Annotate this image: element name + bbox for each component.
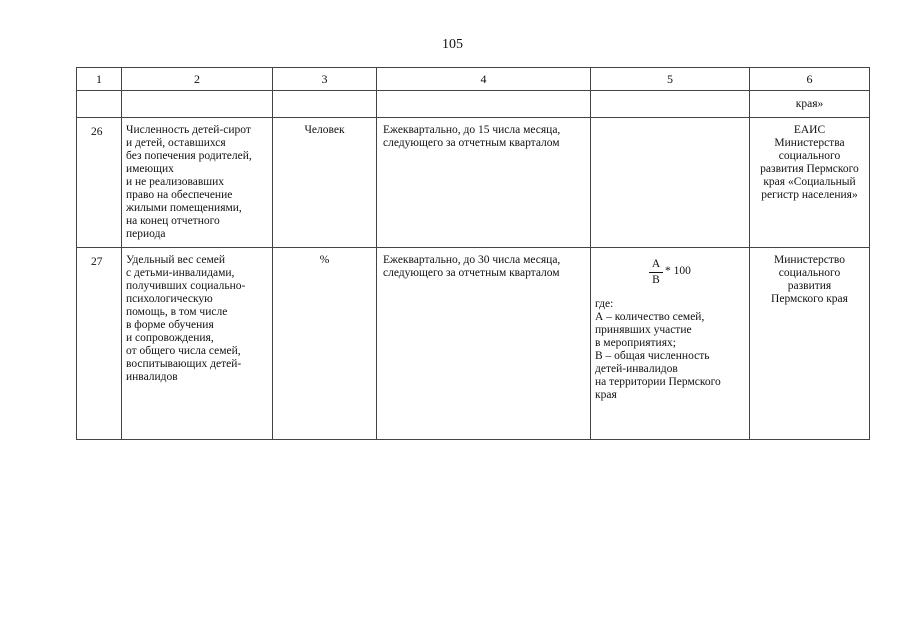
explanation-line: А – количество семей, [595,311,705,323]
explanation-line: принявших участие [595,324,692,336]
table-header-row [77,68,870,91]
name-line: без попечения родителей, [126,150,252,162]
period-line: следующего за отчетным кварталом [383,267,560,279]
header-col-3: 3 [273,68,377,91]
row-number: 26 [77,118,122,248]
name-line: имеющих [126,163,174,175]
cont-cell-4 [377,91,591,118]
source-line: социального [778,150,841,162]
name-line: право на обеспечение [126,189,233,201]
name-line: психологическую [126,293,213,305]
page-number: 105 [442,37,463,52]
formula-fraction [649,258,663,287]
name-line: и не реализовавших [126,176,225,188]
source-line: развития [787,280,832,292]
source-cell [750,118,870,248]
explanation-line: края [595,389,617,401]
header-col-5: 5 [591,68,750,91]
name-line: получивших социально- [126,280,246,292]
source-line: ЕАИС [793,124,826,136]
name-line: помощь, в том числе [126,306,228,318]
source-line: регистр населения» [761,189,858,201]
source-line: Пермского края [771,293,848,305]
continuation-row [77,91,870,118]
explanation-line: на территории Пермского [595,376,721,388]
name-line: Удельный вес семей [126,254,225,266]
row-number: 27 [77,248,122,440]
period-cell [377,118,591,248]
explanation-line: детей-инвалидов [595,363,678,375]
explanation-line: В – общая численность [595,350,710,362]
cont-cell-3 [273,91,377,118]
cont-cell-5 [591,91,750,118]
header-col-4: 4 [377,68,591,91]
name-line: воспитывающих детей- [126,358,242,370]
name-line: на конец отчетного [126,215,220,227]
indicator-name [122,248,273,440]
formula-cell [591,118,750,248]
name-line: от общего числа семей, [126,345,241,357]
table-row [77,248,870,440]
source-line: Министерства [774,137,845,149]
explanation-line: в мероприятиях; [595,337,676,349]
formula [595,248,745,296]
formula-cell [591,248,750,440]
name-line: жилыми помещениями, [126,202,242,214]
cont-cell-2 [122,91,273,118]
indicator-table [76,67,870,440]
source-line: социального [778,267,841,279]
formula-numerator: А [651,258,661,270]
explanation-line: где: [595,298,614,310]
unit-cell: % [273,248,377,440]
name-line: периода [126,228,166,240]
formula-denominator: В [652,274,660,286]
name-line: инвалидов [126,371,178,383]
name-line: в форме обучения [126,319,214,331]
fraction-bar [649,272,663,273]
name-line: Численность детей-сирот [126,124,251,136]
cont-cell-6: края» [750,91,870,118]
header-col-1: 1 [77,68,122,91]
source-line: края «Социальный [763,176,856,188]
source-line: Министерство [774,254,845,266]
formula-multiplier: * 100 [665,265,691,277]
period-line: Ежеквартально, до 15 числа месяца, [383,124,561,136]
period-cell [377,248,591,440]
source-cell [750,248,870,440]
unit-cell: Человек [273,118,377,248]
cont-cell-1 [77,91,122,118]
period-line: следующего за отчетным кварталом [383,137,560,149]
source-line: развития Пермского [760,163,859,175]
name-line: с детьми-инвалидами, [126,267,235,279]
name-line: и сопровождения, [126,332,214,344]
header-col-6: 6 [750,68,870,91]
indicator-name [122,118,273,248]
table-row [77,118,870,248]
header-col-2: 2 [122,68,273,91]
formula-explanation [595,296,745,402]
period-line: Ежеквартально, до 30 числа месяца, [383,254,561,266]
name-line: и детей, оставшихся [126,137,226,149]
